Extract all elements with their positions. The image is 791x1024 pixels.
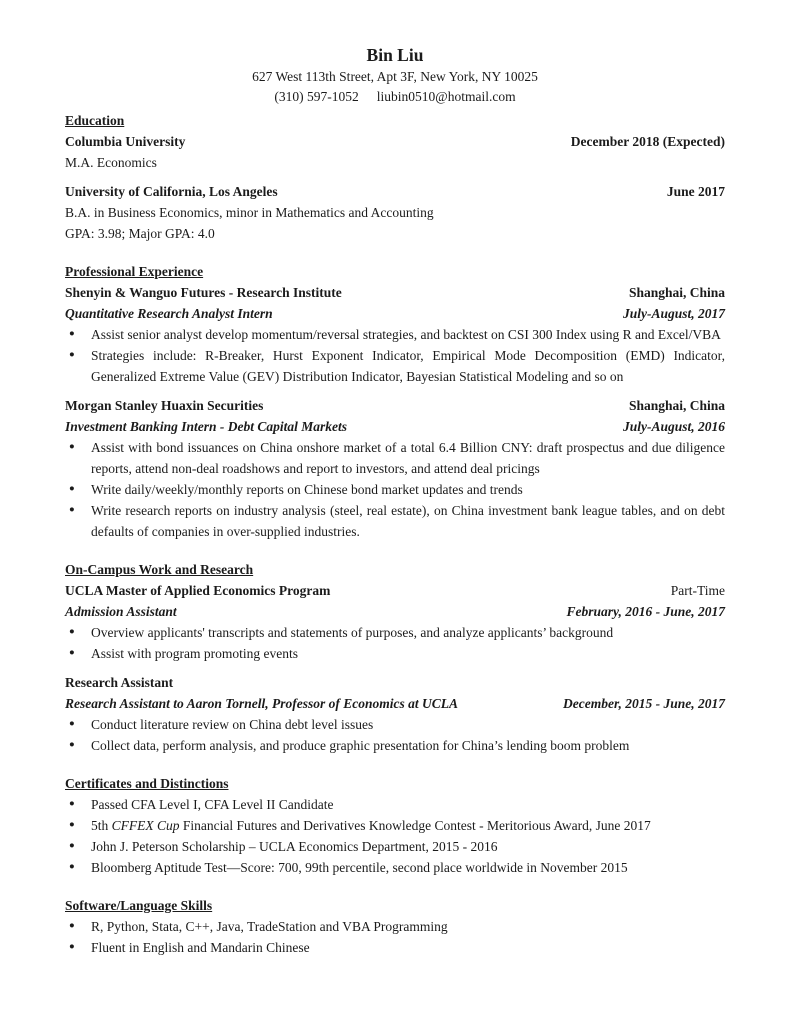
- bullet-item: [65, 857, 725, 878]
- bullet-item: [65, 643, 725, 664]
- bullet-item: [65, 937, 725, 958]
- entry-title-row: [65, 601, 725, 622]
- entry-organization: UCLA Master of Applied Economics Program: [65, 583, 331, 598]
- bullet-item: [65, 794, 725, 815]
- section-certificates: [65, 773, 725, 878]
- bullet-icon: ●: [69, 740, 75, 750]
- bullet-icon: ●: [69, 942, 75, 952]
- bullet-icon: ●: [69, 799, 75, 809]
- bullet-text: Assist with program promoting events: [91, 646, 298, 661]
- bullet-text: R, Python, Stata, C++, Java, TradeStation and VBA Programming: [91, 919, 448, 934]
- contact-line: [65, 87, 725, 107]
- experience-entry: [65, 282, 725, 387]
- campus-entry: [65, 672, 725, 756]
- address-line: 627 West 113th Street, Apt 3F, New York, NY 10025: [252, 69, 538, 84]
- entry-job-title: Research Assistant to Aaron Tornell, Professor of Economics at UCLA: [65, 696, 459, 711]
- entry-detail: M.A. Economics: [65, 155, 157, 170]
- bullet-item: [65, 815, 725, 836]
- entry-dates: July-August, 2017: [622, 306, 725, 321]
- entry-date: June 2017: [666, 184, 725, 199]
- bullet-icon: ●: [69, 627, 75, 637]
- entry-header-row: [65, 672, 725, 693]
- bullet-item: [65, 714, 725, 735]
- bullet-text: Conduct literature review on China debt level issues: [91, 717, 374, 732]
- bullet-text: Assist senior analyst develop momentum/reversal strategies, and backtest on CSI 300 Index using R and Excel/VBA: [91, 327, 721, 342]
- entry-dates: July-August, 2016: [622, 419, 725, 434]
- bullet-text: Bloomberg Aptitude Test—Score: 700, 99th percentile, second place worldwide in November 2015: [91, 860, 628, 875]
- bullet-icon: ●: [69, 719, 75, 729]
- bullet-text: Overview applicants' transcripts and statements of purposes, and analyze applicants’ background: [91, 625, 614, 640]
- entry-header-row: [65, 395, 725, 416]
- experience-entry: [65, 395, 725, 542]
- campus-entry: [65, 580, 725, 664]
- entry-dates: December, 2015 - June, 2017: [563, 696, 725, 711]
- phone-number: (310) 597-1052: [274, 89, 359, 104]
- entry-note: Part-Time: [670, 583, 725, 598]
- bullet-text: Fluent in English and Mandarin Chinese: [91, 940, 310, 955]
- section-campus: [65, 559, 725, 756]
- entry-job-title: Quantitative Research Analyst Intern: [65, 306, 273, 321]
- bullet-list: [65, 622, 725, 664]
- bullet-text: Write daily/weekly/monthly reports on Chinese bond market updates and trends: [91, 482, 523, 497]
- entry-job-title: Investment Banking Intern - Debt Capital Markets: [65, 419, 348, 434]
- bullet-list: [65, 714, 725, 756]
- bullet-text: Passed CFA Level I, CFA Level II Candidate: [91, 797, 334, 812]
- section-education: [65, 110, 725, 244]
- entry-detail: GPA: 3.98; Major GPA: 4.0: [65, 226, 215, 241]
- entry-company: Shenyin & Wanguo Futures - Research Institute: [65, 285, 342, 300]
- bullet-text: John J. Peterson Scholarship – UCLA Economics Department, 2015 - 2016: [91, 839, 498, 854]
- bullet-icon: ●: [69, 442, 75, 452]
- bullet-text: Assist with bond issuances on China onshore market of a total 6.4 Billion CNY: draft prospectus and due diligence reports, attend non-deal roadshows and report to investors, and attend deal pricings: [91, 440, 725, 476]
- bullet-item: [65, 479, 725, 500]
- bullet-item: [65, 916, 725, 937]
- entry-location: Shanghai, China: [628, 398, 725, 413]
- section-skills: [65, 895, 725, 958]
- bullet-item: [65, 836, 725, 857]
- entry-date: December 2018 (Expected): [570, 134, 725, 149]
- bullet-text-italic: CFFEX Cup: [111, 818, 180, 833]
- entry-header-row: [65, 181, 725, 202]
- entry-title-row: [65, 303, 725, 324]
- person-name: Bin Liu: [366, 45, 424, 65]
- section-heading-skills: Software/Language Skills: [65, 898, 213, 913]
- bullet-icon: ●: [69, 921, 75, 931]
- resume-header: [65, 44, 725, 107]
- entry-detail: B.A. in Business Economics, minor in Mathematics and Accounting: [65, 205, 434, 220]
- bullet-icon: ●: [69, 841, 75, 851]
- entry-header-row: [65, 580, 725, 601]
- bullet-text: [91, 815, 725, 836]
- entry-title-row: [65, 693, 725, 714]
- bullet-icon: ●: [69, 329, 75, 339]
- bullet-text-suffix: Financial Futures and Derivatives Knowledge Contest - Meritorious Award, June 2017: [179, 818, 651, 833]
- entry-company: Morgan Stanley Huaxin Securities: [65, 398, 264, 413]
- bullet-icon: ●: [69, 350, 75, 360]
- bullet-icon: ●: [69, 648, 75, 658]
- entry-organization: Research Assistant: [65, 675, 174, 690]
- bullet-icon: ●: [69, 505, 75, 515]
- email-address: liubin0510@hotmail.com: [376, 89, 516, 104]
- bullet-icon: ●: [69, 484, 75, 494]
- bullet-item: [65, 437, 725, 479]
- bullet-list: [65, 437, 725, 542]
- entry-header-row: [65, 131, 725, 152]
- bullet-list: [65, 794, 725, 878]
- section-experience: [65, 261, 725, 542]
- section-heading-certificates: Certificates and Distinctions: [65, 776, 229, 791]
- bullet-list: [65, 916, 725, 958]
- bullet-item: [65, 324, 725, 345]
- bullet-list: [65, 324, 725, 387]
- bullet-item: [65, 500, 725, 542]
- section-heading-experience: Professional Experience: [65, 264, 204, 279]
- bullet-item: [65, 622, 725, 643]
- bullet-text: Strategies include: R-Breaker, Hurst Exponent Indicator, Empirical Mode Decomposition (EMD) Indicator, Generalized Extreme Value (GEV) Distribution Indicator, Bayesian Statistical Modeling and so on: [91, 348, 725, 384]
- bullet-icon: ●: [69, 820, 75, 830]
- bullet-text: Write research reports on industry analysis (steel, real estate), on China investment bank league tables, and on debt defaults of companies in over-supplied industries.: [91, 503, 725, 539]
- entry-job-title: Admission Assistant: [65, 604, 177, 619]
- entry-institution: Columbia University: [65, 134, 186, 149]
- section-heading-campus: On-Campus Work and Research: [65, 562, 254, 577]
- entry-location: Shanghai, China: [628, 285, 725, 300]
- bullet-item: [65, 345, 725, 387]
- education-entry: [65, 131, 725, 173]
- bullet-text-prefix: 5th: [91, 818, 112, 833]
- entry-title-row: [65, 416, 725, 437]
- section-heading-education: Education: [65, 113, 125, 128]
- bullet-item: [65, 735, 725, 756]
- entry-header-row: [65, 282, 725, 303]
- entry-institution: University of California, Los Angeles: [65, 184, 278, 199]
- bullet-icon: ●: [69, 862, 75, 872]
- bullet-text: Collect data, perform analysis, and produce graphic presentation for China’s lending boom problem: [91, 738, 630, 753]
- education-entry: [65, 181, 725, 244]
- entry-dates: February, 2016 - June, 2017: [566, 604, 725, 619]
